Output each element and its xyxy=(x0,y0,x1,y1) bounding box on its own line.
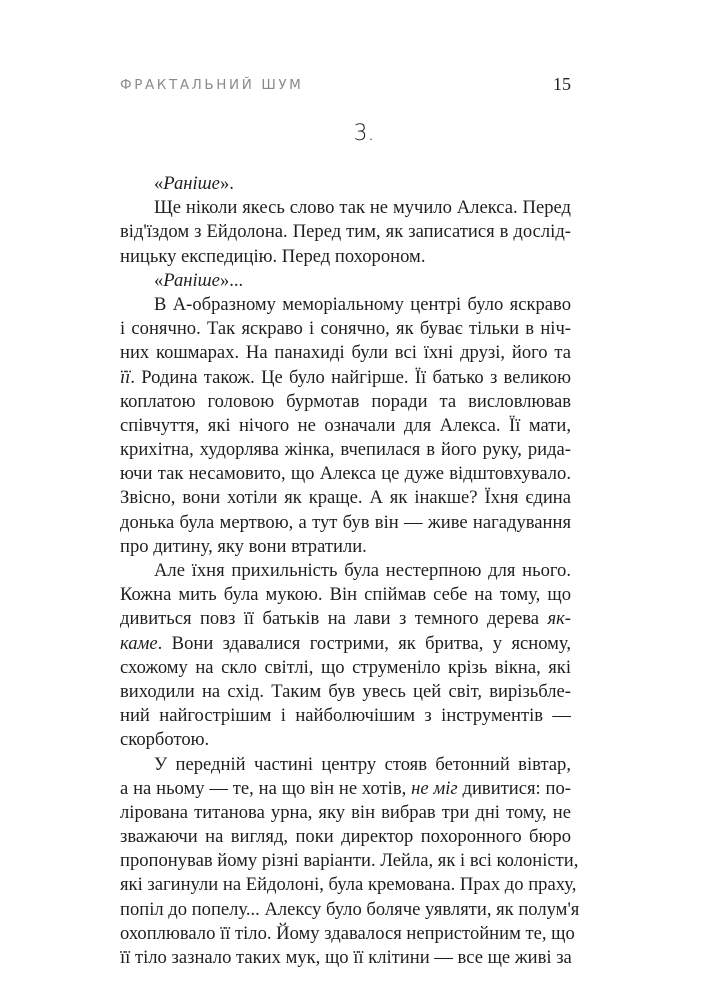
text-segment: коплатою головою бурмотав поради та висловлював xyxy=(120,390,571,412)
text-segment: « xyxy=(154,173,164,194)
text-line xyxy=(120,390,571,414)
text-segment: Ще ніколи якесь слово так не мучило Алекса. Перед xyxy=(154,197,571,219)
text-segment: виходили на схід. Таким був увесь цей світ, вирізьбле- xyxy=(120,680,571,702)
text-line xyxy=(120,728,571,752)
text-segment: схожому на скло світлі, що струменіло крізь вікна, які xyxy=(120,656,571,678)
text-segment: пропонував йому різні варіанти. Лейла, як і всі колоністи, xyxy=(120,850,579,872)
text-segment: них кошмарах. На панахиді були всі їхні друзі, його та xyxy=(120,342,571,364)
text-segment: від'їздом з Ейдолона. Перед тим, як записатися в дослід- xyxy=(120,221,571,243)
running-title: ФРАКТАЛЬНИЙ ШУМ xyxy=(120,77,304,93)
text-line xyxy=(120,922,575,946)
text-line xyxy=(120,801,571,825)
text-line xyxy=(120,486,571,510)
text-line xyxy=(120,898,580,922)
text-line xyxy=(120,220,571,244)
text-segment: Але їхня прихильність була нестерпною для нього. xyxy=(154,560,571,581)
text-line xyxy=(120,317,571,341)
text-line xyxy=(120,946,571,970)
text-line xyxy=(120,873,577,897)
italic-text: не міг xyxy=(411,777,458,799)
text-line xyxy=(120,269,571,293)
text-line xyxy=(120,583,571,607)
text-segment: скорботою. xyxy=(120,729,210,751)
text-segment: які загинули на Ейдолоні, була кремована. Прах до праху, xyxy=(120,874,577,896)
text-line xyxy=(120,607,571,631)
text-line xyxy=(120,535,571,559)
text-segment: ницьку експедицію. Перед похороном. xyxy=(120,245,426,267)
italic-text: її xyxy=(120,366,131,388)
text-segment: її тіло зазнало таких мук, що її клітини — все ще живі за xyxy=(120,947,572,968)
text-line xyxy=(120,511,571,535)
text-line xyxy=(120,196,571,220)
text-segment: лірована титанова урна, яку він вибрав три дні тому, не xyxy=(120,801,571,823)
text-segment: зважаючи на вигляд, поки директор похоронного бюро xyxy=(120,826,571,848)
text-segment: Кожна мить була мукою. Він спіймав себе на тому, що xyxy=(120,584,571,606)
text-line xyxy=(120,462,571,486)
text-segment: донька була мертвою, а тут був він — живе нагадування xyxy=(120,511,571,533)
text-line xyxy=(120,559,571,583)
text-line xyxy=(120,414,571,438)
italic-text: Раніше xyxy=(163,269,220,291)
text-line xyxy=(120,777,571,801)
text-segment: . Родина також. Це було найгірше. Її батько з великою xyxy=(130,366,571,388)
text-line xyxy=(120,293,571,317)
text-segment: дивиться повз її батьків на лави з темного дерева xyxy=(120,608,548,630)
text-segment: . Вони здавалися гострими, як бритва, у ясному, xyxy=(157,632,571,654)
text-line xyxy=(120,753,571,777)
text-segment: Звісно, вони хотіли як краще. А як інакше? Їхня єдина xyxy=(120,487,571,509)
chapter-number: 3. xyxy=(353,121,375,146)
text-segment: охоплювало її тіло. Йому здавалося непристойним те, що xyxy=(120,922,575,944)
text-segment: ючи так несамовито, що Алекса це дуже відштовхувало. xyxy=(120,463,571,485)
text-segment: « xyxy=(154,269,164,291)
text-segment: і сонячно. Так яскраво і сонячно, як буває тільки в ніч- xyxy=(120,318,571,340)
text-line xyxy=(120,632,571,656)
text-segment: а на ньому — те, на що він не хотів, xyxy=(120,777,412,799)
text-line xyxy=(120,438,571,462)
italic-text: каме xyxy=(120,632,158,654)
text-line xyxy=(120,656,571,680)
text-segment: попіл до попелу... Алексу було боляче уявляти, як полум'я xyxy=(120,898,580,920)
text-line xyxy=(120,680,571,704)
text-segment: співчуття, які нічого не означали для Алекса. Її мати, xyxy=(120,414,571,436)
text-segment: крихітна, худорлява жінка, вчепилася в його руку, рида- xyxy=(120,439,571,461)
text-line xyxy=(120,341,571,365)
text-line xyxy=(120,366,571,390)
text-segment: дивитися: по- xyxy=(457,777,571,799)
text-segment: ний найгострішим і найболючішим з інструментів — xyxy=(120,705,571,727)
text-line xyxy=(120,825,571,849)
text-segment: »... xyxy=(219,269,244,291)
body-text xyxy=(120,172,580,970)
text-line xyxy=(120,172,571,196)
text-line xyxy=(120,245,571,269)
text-line xyxy=(120,849,579,873)
italic-text: Раніше xyxy=(163,173,220,194)
text-segment: ». xyxy=(219,173,234,194)
page-number: 15 xyxy=(553,74,571,94)
text-segment: В А-образному меморіальному центрі було яскраво xyxy=(154,293,571,315)
italic-text: як- xyxy=(547,608,571,630)
text-segment: про дитину, яку вони втратили. xyxy=(120,535,367,557)
text-line xyxy=(120,704,571,728)
text-segment: У передній частині центру стояв бетонний вівтар, xyxy=(154,753,571,775)
